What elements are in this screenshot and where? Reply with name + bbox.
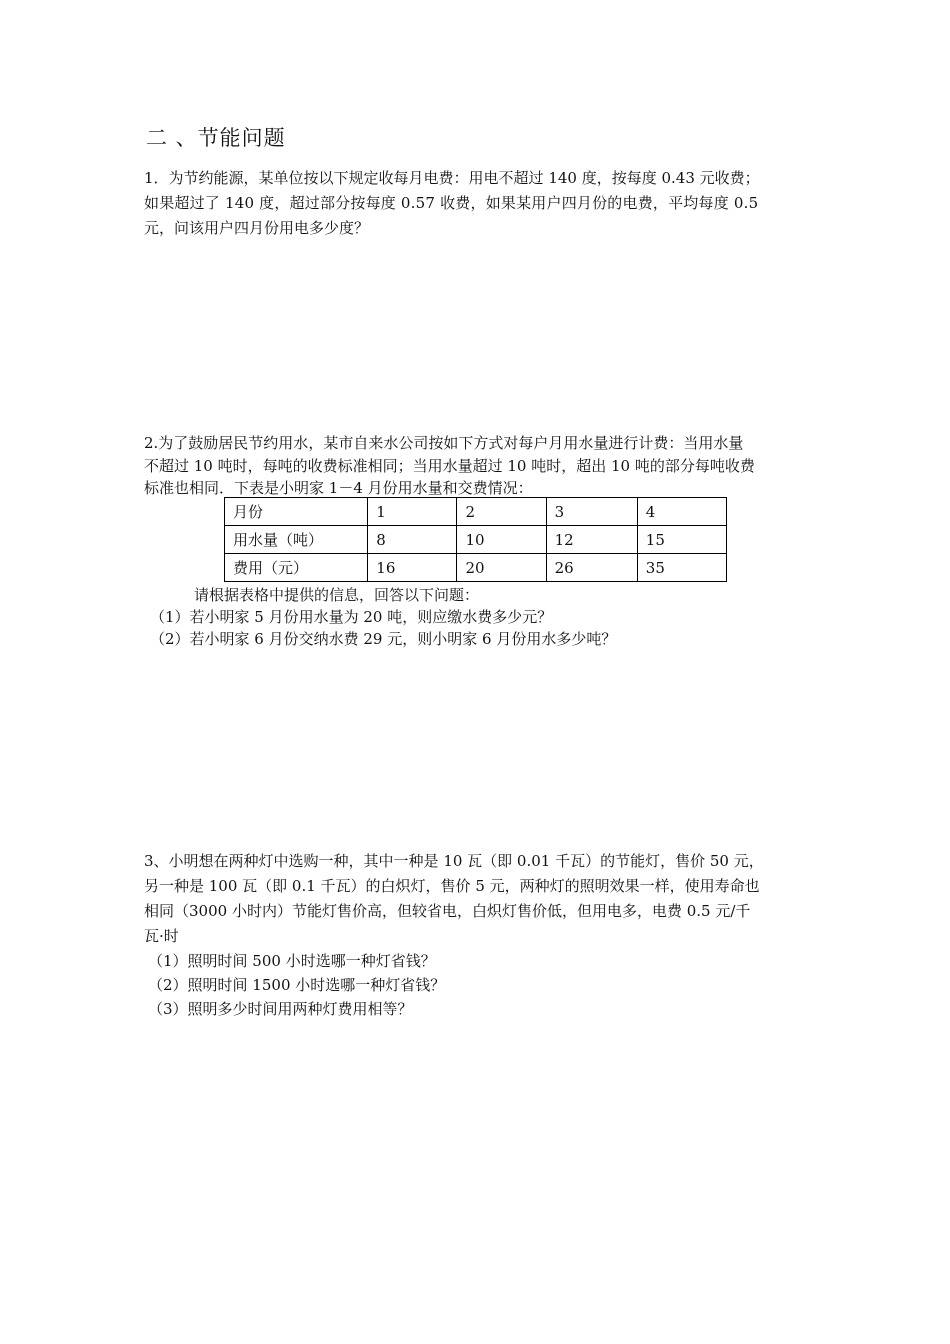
- table-cell: 20: [457, 554, 546, 582]
- q3-subquestion-1: （1）照明时间 500 小时选哪一种灯省钱？: [148, 952, 436, 970]
- table-cell: 26: [546, 554, 637, 582]
- q3-line-2: 另一种是 100 瓦（即 0.1 千瓦）的白炽灯，售价 5 元，两种灯的照明效果一样，使用寿命也: [144, 877, 760, 895]
- table-cell: 用水量（吨）: [225, 526, 368, 554]
- q2-line-2: 不超过 10 吨时，每吨的收费标准相同；当用水量超过 10 吨时，超出 10 吨的部分每吨收费: [144, 457, 755, 475]
- table-cell: 费用（元）: [225, 554, 368, 582]
- table-row: [225, 498, 727, 526]
- table-cell: 4: [637, 498, 726, 526]
- table-cell: 16: [368, 554, 457, 582]
- section-title: 二 、节能问题: [146, 126, 286, 150]
- table-cell: 月份: [225, 498, 368, 526]
- table-row: [225, 554, 727, 582]
- q2-subquestion-2: （2）若小明家 6 月份交纳水费 29 元，则小明家 6 月份用水多少吨？: [150, 630, 617, 648]
- table-cell: 12: [546, 526, 637, 554]
- table-cell: 10: [457, 526, 546, 554]
- q2-prompt: 请根据表格中提供的信息，回答以下问题：: [194, 586, 480, 604]
- q3-line-3: 相同（3000 小时内）节能灯售价高，但较省电，白炽灯售价低，但用电多，电费 0.5 元/千: [144, 902, 751, 920]
- table-cell: 35: [637, 554, 726, 582]
- table-cell: 15: [637, 526, 726, 554]
- table-row: [225, 526, 727, 554]
- q1-line-3: 元，问该用户四月份用电多少度？: [144, 219, 370, 237]
- q2-subquestion-1: （1）若小明家 5 月份用水量为 20 吨，则应缴水费多少元？: [150, 608, 553, 626]
- table-cell: 8: [368, 526, 457, 554]
- q3-subquestion-3: （3）照明多少时间用两种灯费用相等？: [148, 1000, 413, 1018]
- table-cell: 1: [368, 498, 457, 526]
- q1-line-1: 1．为节约能源，某单位按以下规定收每月电费：用电不超过 140 度，按每度 0.43 元收费；: [144, 169, 760, 187]
- table-cell: 2: [457, 498, 546, 526]
- q1-line-2: 如果超过了 140 度，超过部分按每度 0.57 收费，如果某用户四月份的电费，平均每度 0.5: [144, 194, 759, 212]
- water-usage-table: [224, 497, 727, 582]
- q3-subquestion-2: （2）照明时间 1500 小时选哪一种灯省钱？: [148, 976, 446, 994]
- q3-line-4: 瓦·时: [144, 927, 179, 945]
- q3-line-1: 3、小明想在两种灯中选购一种，其中一种是 10 瓦（即 0.01 千瓦）的节能灯，售价 50 元，: [144, 852, 764, 870]
- q2-line-1: 2.为了鼓励居民节约用水，某市自来水公司按如下方式对每户月用水量进行计费：当用水量: [144, 434, 744, 452]
- q2-line-3: 标准也相同．下表是小明家 1－4 月份用水量和交费情况：: [144, 479, 533, 497]
- table-cell: 3: [546, 498, 637, 526]
